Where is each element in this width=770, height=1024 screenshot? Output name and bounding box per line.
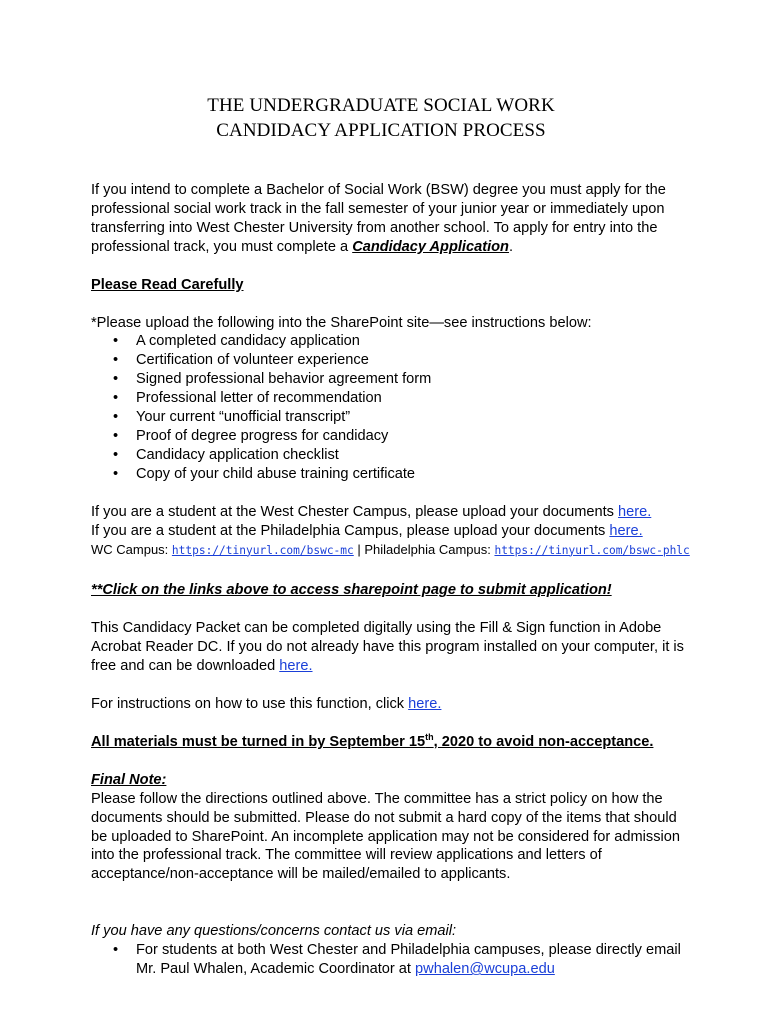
ph-campus-text: If you are a student at the Philadelphia Campus, please upload your documents (91, 522, 610, 539)
intro-paragraph (91, 181, 691, 257)
document-page (91, 93, 691, 979)
intro-end: . (508, 238, 514, 255)
list-item: • Signed professional behavior agreement form (91, 370, 691, 389)
campus-urls-line (91, 541, 691, 561)
contact-list (91, 941, 691, 979)
list-item: • A completed candidacy application (91, 332, 691, 351)
read-carefully-heading: Please Read Carefully (91, 276, 244, 293)
upload-instructions: *Please upload the following into the SharePoint site—see instructions below: (91, 314, 592, 331)
list-item: • Professional letter of recommendation (91, 389, 691, 408)
campus-upload-section (91, 503, 691, 561)
contact-text: For students at both West Chester and Philadelphia campuses, please directly email Mr. Paul Whalen, Academic Coordinator at (136, 942, 681, 978)
coordinator-email-link[interactable]: pwhalen@wcupa.edu (415, 961, 555, 978)
wc-campus-label: WC Campus: (91, 541, 172, 557)
list-item: • Candidacy application checklist (91, 446, 691, 465)
list-item: • Proof of degree progress for candidacy (91, 427, 691, 446)
instructions-paragraph (91, 695, 691, 714)
deadline-notice (91, 733, 691, 752)
url-separator: | (353, 541, 365, 557)
final-note-text: Please follow the directions outlined above. The committee has a strict policy on how the documents should be submitted. Please do not submit a hard copy of the items that should be uploaded to SharePoint. An incomplete application may not be considered for admission into the professional track. The committee will review applications and letters of acceptance/non-acceptance will be mailed/emailed to applicants. (91, 790, 680, 883)
instructions-text: For instructions on how to use this function, click (91, 696, 409, 713)
candidacy-application-emphasis: Candidacy Application (352, 238, 509, 255)
list-item: • Your current “unofficial transcript” (91, 408, 691, 427)
packet-paragraph (91, 619, 691, 676)
deadline-ordinal: th (425, 732, 434, 743)
required-items-list (91, 332, 691, 483)
title-line-2: CANDIDACY APPLICATION PROCESS (216, 120, 546, 141)
page-title (81, 93, 681, 143)
packet-text: This Candidacy Packet can be completed digitally using the Fill & Sign function in Adobe Acrobat Reader DC. If you do not already have this program installed on your computer, it is free and can be downloaded (91, 620, 684, 675)
acrobat-download-link[interactable]: here. (279, 658, 313, 675)
intro-text: If you intend to complete a Bachelor of Social Work (BSW) degree you must apply for the professional social work track in the fall semester of your junior year or immediately upon transferring into West Chester University from another school. To apply for entry into the professional track, you must complete a (91, 182, 666, 255)
ph-campus-line (91, 522, 691, 541)
wc-campus-url-link[interactable]: https://tinyurl.com/bswc-mc (171, 543, 354, 557)
click-links-note: **Click on the links above to access sharepoint page to submit application! (91, 582, 612, 599)
ph-campus-label: Philadelphia Campus: (364, 541, 495, 557)
deadline-after: , 2020 to avoid non-acceptance. (433, 733, 654, 750)
wc-campus-text: If you are a student at the West Chester Campus, please upload your documents (91, 503, 619, 520)
contact-heading: If you have any questions/concerns contact us via email: (91, 923, 457, 940)
ph-sharepoint-link[interactable]: here. (609, 522, 643, 539)
title-line-1: THE UNDERGRADUATE SOCIAL WORK (207, 95, 555, 116)
deadline-before: All materials must be turned in by September 15 (91, 733, 426, 750)
wc-campus-line (91, 503, 691, 522)
instructions-link[interactable]: here. (408, 696, 442, 713)
final-note-heading: Final Note: (91, 771, 167, 788)
list-item: • Copy of your child abuse training certificate (91, 465, 691, 484)
wc-sharepoint-link[interactable]: here. (618, 503, 652, 520)
list-item (91, 941, 691, 979)
ph-campus-url-link[interactable]: https://tinyurl.com/bswc-phlc (494, 543, 690, 557)
list-item: • Certification of volunteer experience (91, 351, 691, 370)
